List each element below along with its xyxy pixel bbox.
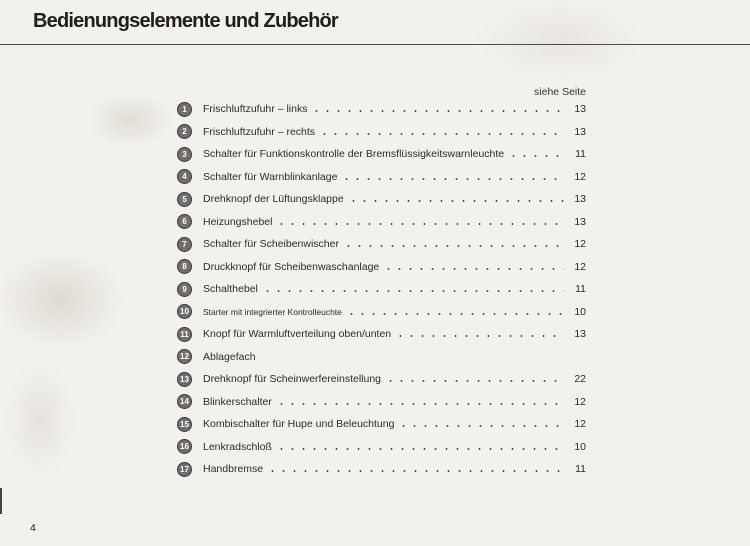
dot-leader [341,174,564,184]
list-item [178,436,586,459]
item-number-badge: 9 [178,283,191,296]
controls-list [178,98,586,481]
list-item [178,98,586,121]
list-item [178,256,586,279]
dot-leader [346,309,564,319]
item-number-badge: 12 [178,350,191,363]
item-page-ref: 12 [574,395,586,408]
item-number-badge: 14 [178,395,191,408]
item-number-badge: 6 [178,215,191,228]
item-label: Schalthebel [203,283,258,296]
item-label: Starter mit integrierter Kontrolleuchte [203,306,342,317]
dot-leader [395,331,564,341]
page-column-header: siehe Seite [534,86,586,98]
list-item [178,211,586,234]
item-number-badge: 2 [178,125,191,138]
title-rule [0,44,750,45]
item-label: Handbremse [203,463,264,476]
item-number-badge: 4 [178,170,191,183]
list-item [178,278,586,301]
item-number-badge: 15 [178,418,191,431]
item-number-badge: 8 [178,260,191,273]
dot-leader [383,264,564,274]
item-number-badge: 11 [178,328,191,341]
dot-leader [343,241,564,251]
list-item [178,301,586,324]
item-number-badge: 7 [178,238,191,251]
list-item [178,143,586,166]
dot-leader [508,151,564,161]
dot-leader [260,354,564,364]
item-number-badge: 16 [178,440,191,453]
item-number-badge: 13 [178,373,191,386]
item-label: Kombischalter für Hupe und Beleuchtung [203,418,395,431]
edge-mark [0,488,2,514]
dot-leader [398,421,564,431]
list-item [178,368,586,391]
page-title: Bedienungselemente und Zubehör [33,10,338,32]
list-item [178,458,586,481]
item-page-ref: 11 [575,463,586,476]
dot-leader [276,399,564,409]
page-number: 4 [30,522,36,534]
item-label: Blinkerschalter [203,395,272,408]
list-item [178,346,586,369]
item-page-ref: 10 [574,440,586,453]
item-label: Druckknopf für Scheibenwaschanlage [203,260,380,273]
dot-leader [262,286,564,296]
list-item [178,166,586,189]
list-item [178,413,586,436]
item-label: Lenkradschloß [203,440,272,453]
list-item [178,391,586,414]
item-page-ref: 12 [574,418,586,431]
item-number-badge: 17 [178,463,191,476]
dot-leader [276,444,564,454]
item-label: Drehknopf der Lüftungsklappe [203,193,344,206]
item-number-badge: 5 [178,193,191,206]
item-page-ref: 10 [574,305,586,318]
dot-leader [311,106,564,116]
item-label: Knopf für Warmluftverteilung oben/unten [203,328,392,341]
item-label: Drehknopf für Scheinwerfereinstellung [203,373,382,386]
item-page-ref: 13 [574,328,586,341]
item-page-ref: 11 [575,148,586,161]
item-page-ref: 22 [574,373,586,386]
item-label: Frischluftzufuhr – rechts [203,125,316,138]
item-label: Frischluftzufuhr – links [203,103,308,116]
item-number-badge: 3 [178,148,191,161]
item-page-ref: 12 [574,260,586,273]
dot-leader [319,129,564,139]
item-page-ref: 11 [575,283,586,296]
item-number-badge: 10 [178,305,191,318]
dot-leader [385,376,564,386]
item-label: Ablagefach [203,350,256,363]
dot-leader [276,219,564,229]
item-page-ref: 13 [574,193,586,206]
item-label: Schalter für Scheibenwischer [203,238,339,251]
item-label: Heizungshebel [203,215,273,228]
list-item [178,188,586,211]
item-page-ref: 12 [574,170,586,183]
item-number-badge: 1 [178,103,191,116]
item-page-ref: 13 [574,215,586,228]
dot-leader [267,466,564,476]
item-label: Schalter für Funktionskontrolle der Bremsflüssigkeitswarnleuchte [203,148,505,161]
item-label: Schalter für Warnblinkanlage [203,170,338,183]
list-item [178,121,586,144]
item-page-ref: 13 [574,125,586,138]
list-item [178,323,586,346]
list-item [178,233,586,256]
dot-leader [348,196,564,206]
item-page-ref: 13 [574,103,586,116]
item-page-ref: 12 [574,238,586,251]
